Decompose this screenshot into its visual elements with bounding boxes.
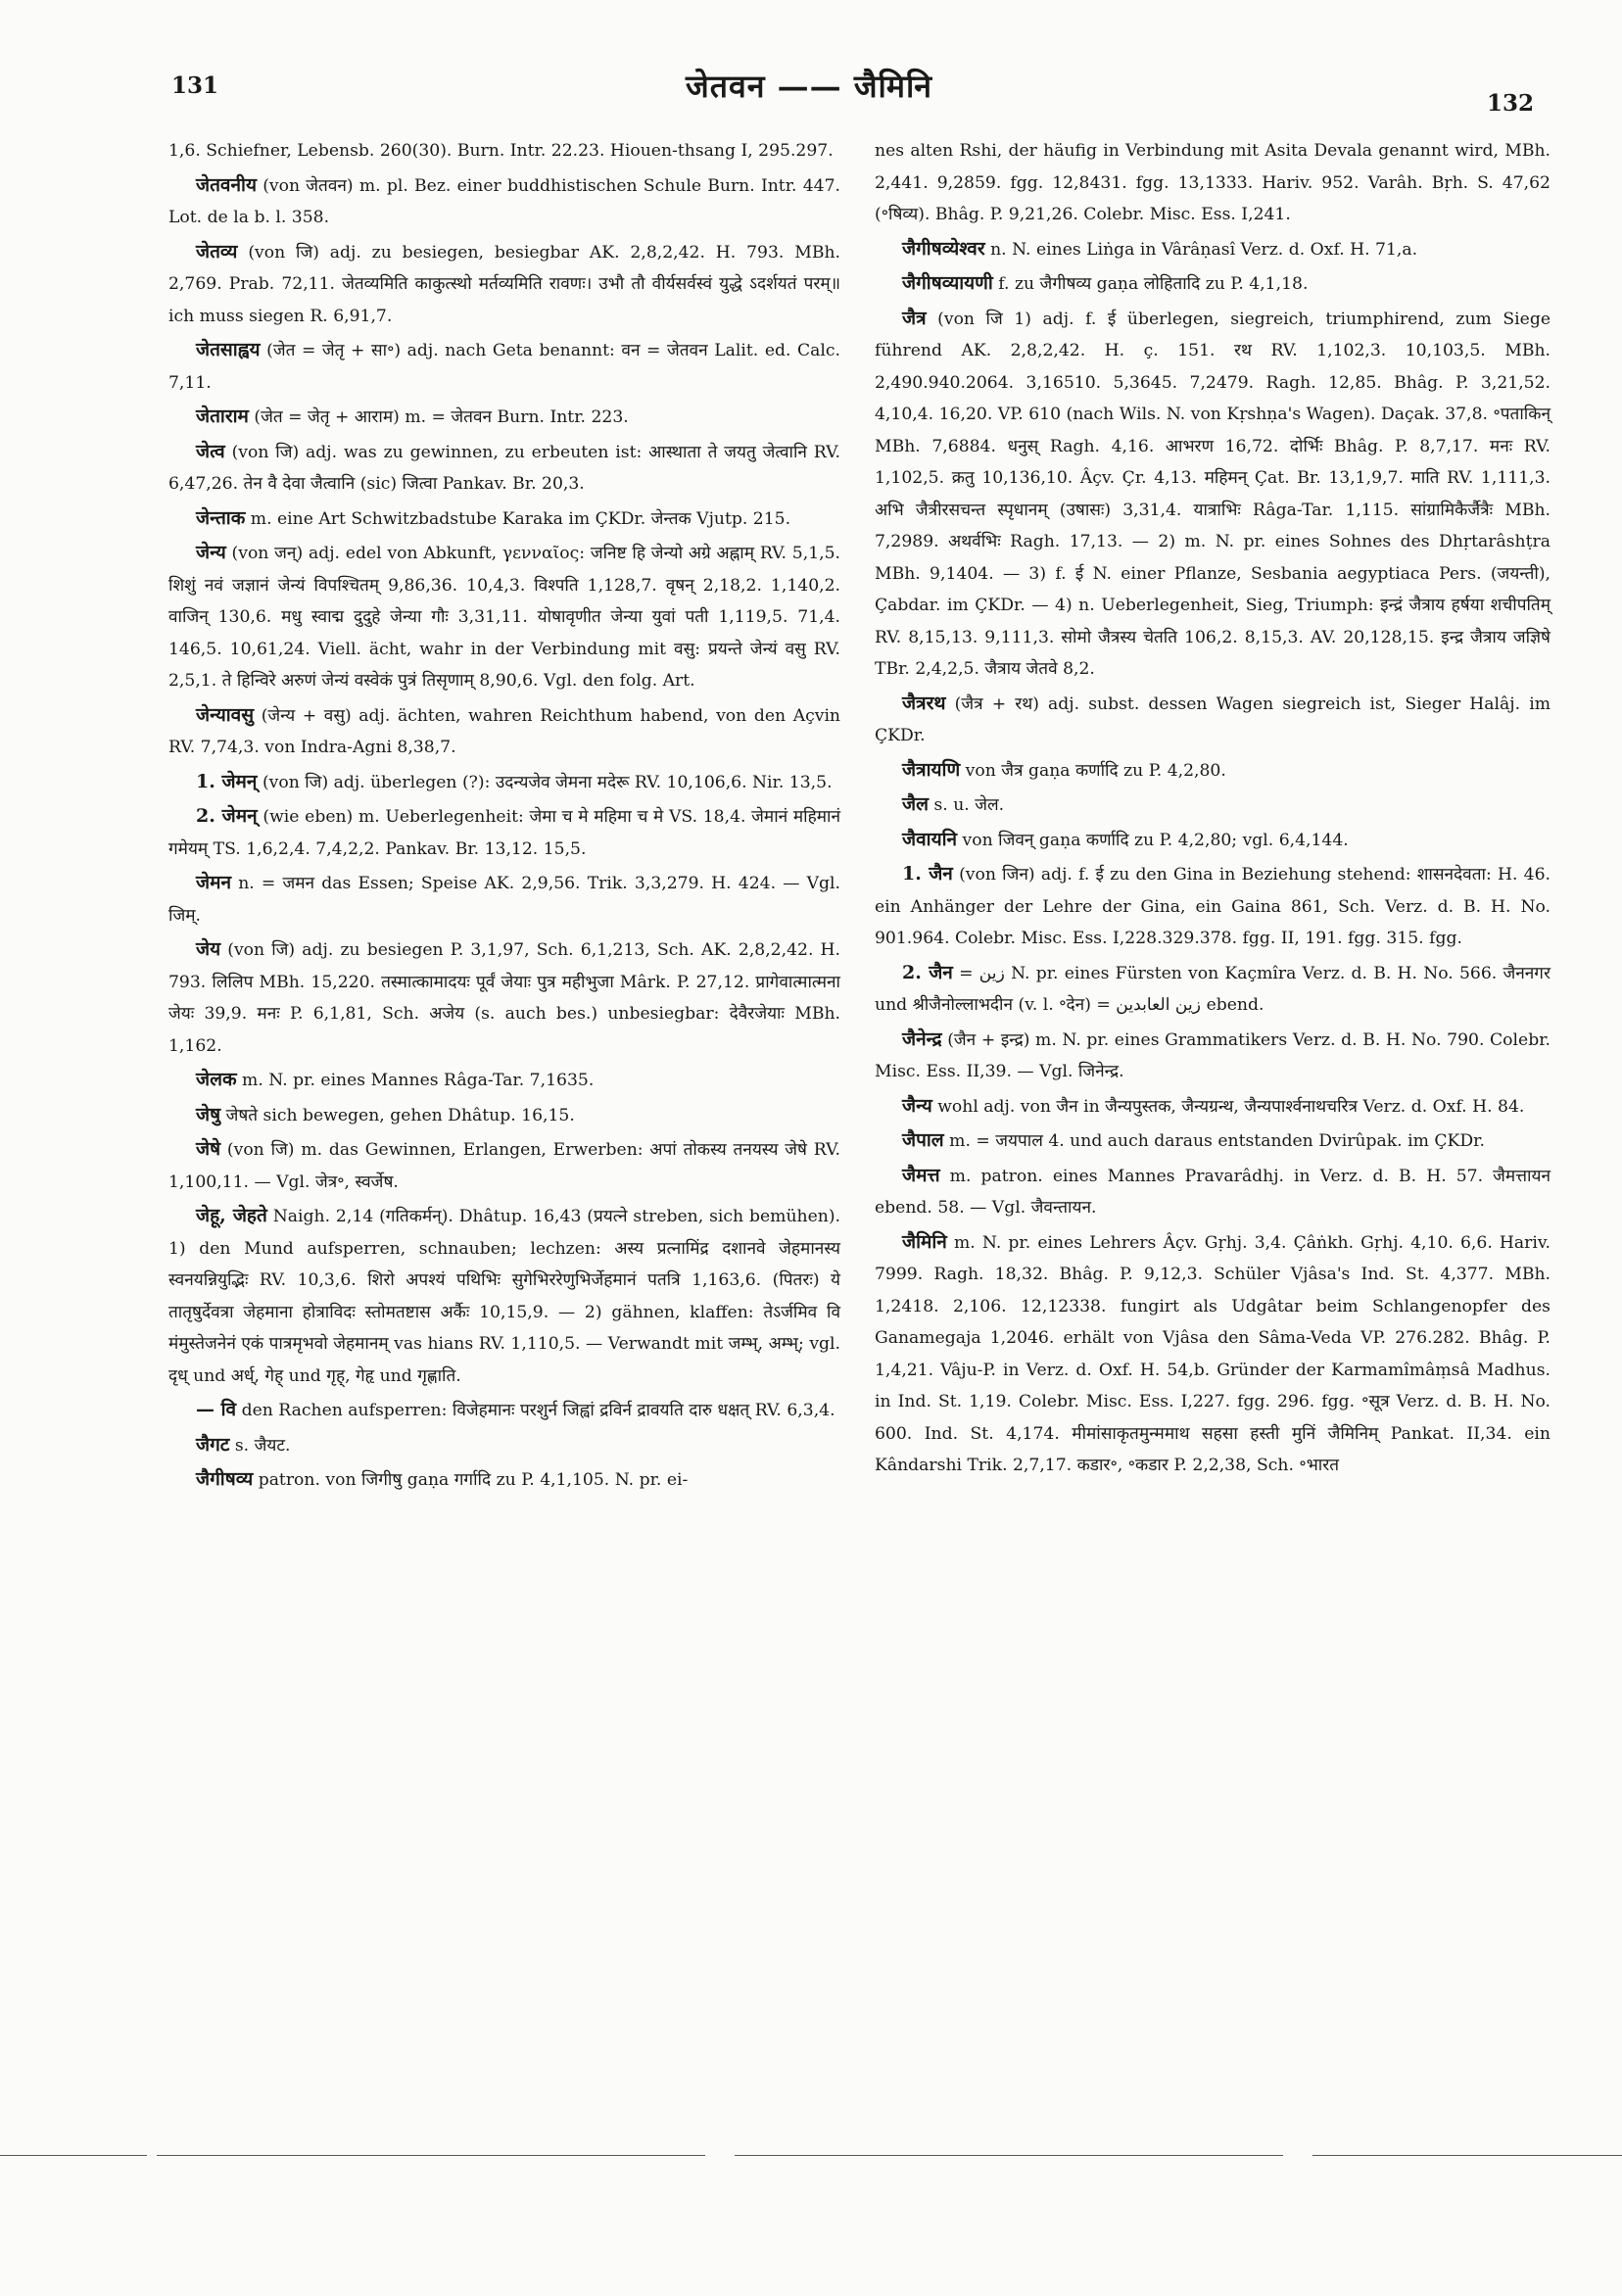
dictionary-entry <box>168 169 840 234</box>
entry-headword: 2. जैन <box>902 961 953 983</box>
entry-text: m. = जयपाल 4. und auch daraus entstanden Dvirûpak. im ÇKDr. <box>949 1131 1485 1151</box>
entry-text: m. N. pr. eines Mannes Râga-Tar. 7,1635. <box>242 1071 595 1090</box>
dictionary-entry <box>168 334 840 399</box>
entry-text: (जैन + इन्द्र) m. N. pr. eines Grammatikers Verz. d. B. H. No. 790. Colebr. Misc. Ess. II,39. — Vgl. जिनेन्द्र. <box>875 1029 1550 1081</box>
entry-headword: जेषु <box>196 1103 221 1125</box>
entry-headword: जेमन <box>196 872 232 893</box>
scan-rule <box>1312 2155 1622 2156</box>
entry-text: (जेत = जेतृ + सा॰) adj. nach Geta benannt: वन = जेतवन Lalit. ed. Calc. 7,11. <box>168 341 841 393</box>
entry-text: nes alten Rshi, der häufig in Verbindung mit Asita Devala genannt wird, MBh. 2,441. 9,2859. fgg. 12,8431. fgg. 13,1333. Hariv. 952. Varâh. Bṛh. S. 47,62 (॰षिव्य). Bhâg. P. 9,21,26. Colebr. Misc. Ess. I,241. <box>875 141 1550 224</box>
dictionary-entry <box>168 766 840 799</box>
entry-text: Naigh. 2,14 (गतिकर्मन्). Dhâtup. 16,43 (प्रयत्ने streben, sich bemühen). 1) den Mund aufsperren, schnauben; lechzen: अस्य प्रत्नामिंद्र दशानवे जेहमानस्य स्वनयन्नियुद्भिः RV. 10,3,6. शिरो अपश्यं पथिभिः सुगेभिररेणुभिर्जेहमानं पतत्रि 1,163,6. (पितरः) ये तातृषुर्देवत्रा जेहमाना होत्राविदः स्तोमतष्टास अर्कैः 10,15,9. — 2) gähnen, klaffen: तेऽर्जमिव वि मंमुस्तेजनेनं एकं पात्रमृभवो जेहमानम् vas hians RV. 1,110,5. — Verwandt mit जम्भ्, अम्भ्; vgl. दृध् und अर्ध्, गेह् und गृह्, गेहृ und गृह्णाति. <box>168 1207 841 1386</box>
entry-headword: जैनेन्द्र <box>902 1028 942 1050</box>
entry-headword: जैल <box>902 793 929 815</box>
dictionary-entry <box>168 1200 840 1392</box>
entry-text: n. N. eines Liṅga in Vârâṇasî Verz. d. Oxf. H. 71,a. <box>990 239 1418 260</box>
entry-text: f. zu जैगीषव्य gaṇa लोहितादि zu P. 4,1,18. <box>998 274 1309 294</box>
entry-headword: जैगीषव्यायणी <box>902 272 993 294</box>
dictionary-entry <box>168 1099 840 1132</box>
dictionary-entry <box>168 401 840 434</box>
entry-headword: जेहू, जेहते <box>196 1205 267 1226</box>
entry-headword: जैमिनि <box>902 1230 947 1253</box>
entry-text: = زين N. pr. eines Fürsten von Kaçmîra Verz. d. B. H. No. 566. जैननगर und श्रीजैनोल्लाभदीन (v. l. ॰देन) = زين العابدين ebend. <box>875 963 1550 1015</box>
dictionary-entry <box>168 1429 840 1462</box>
dictionary-entry <box>168 1394 840 1427</box>
dictionary-entry <box>875 267 1550 301</box>
page-number-right: 132 <box>1487 90 1535 117</box>
dictionary-entry <box>168 699 840 764</box>
entry-headword: — वि <box>196 1399 237 1420</box>
dictionary-entry <box>168 436 840 501</box>
entry-text: m. N. pr. eines Lehrers Âçv. Gṛhj. 3,4. Çâṅkh. Gṛhj. 4,10. 6,6. Hariv. 7999. Ragh. 18,32. Bhâg. P. 9,12,3. Schüler Vjâsa's Ind. St. 4,377. MBh. 1,2418. 2,106. 12,12338. fungirt als Udgâtar beim Schlangenopfer des Ganamegaja 1,2046. erhält von Vjâsa den Sâma-Veda VP. 276.282. Bhâg. P. 1,4,21. Vâju-P. in Verz. d. Oxf. H. 54,b. Gründer der Karmamîmâṃsâ Madhus. in Ind. St. 1,19. Colebr. Misc. Ess. I,227. fgg. 296. fgg. ॰सूत्र Verz. d. B. H. No. 600. Ind. St. 4,174. मीमांसाकृतमुन्ममाथ सहसा हस्ती मुनिं जैमिनिम् Pankat. II,34. ein Kândarshi Trik. 2,7,17. कडार॰, ॰कडार P. 2,2,38, Sch. ॰भारत <box>875 1232 1550 1475</box>
entry-headword: जैगीषव्येश्वर <box>902 237 985 260</box>
entry-text: (von जि) adj. zu besiegen P. 3,1,97, Sch. 6,1,213, Sch. AK. 2,8,2,42. H. 793. लिलिप MBh. 15,220. तस्मात्कामादयः पूर्वं जेयाः पुत्र महीभुजा Mârk. P. 27,12. प्रागेवात्मात्मना जेयः 39,9. मनः P. 6,1,81, Sch. अजेय (s. auch bes.) unbesiegbar: देवैरजेयाः MBh. 1,162. <box>168 940 840 1056</box>
dictionary-entry <box>168 867 840 932</box>
dictionary-entry <box>875 1124 1550 1158</box>
entry-text: s. जैयट. <box>234 1435 291 1456</box>
entry-headword: जेन्य <box>196 542 226 563</box>
dictionary-entry <box>875 1160 1550 1224</box>
dictionary-entry <box>168 1064 840 1097</box>
entry-text: s. u. जेल. <box>933 795 1005 815</box>
entry-headword: जैत्र <box>902 307 927 329</box>
entry-text: (जेत = जेतृ + आराम) m. = जेतवन Burn. Intr. 223. <box>254 407 629 427</box>
entry-headword: जैपाल <box>902 1129 944 1151</box>
entry-headword: जैगट <box>196 1433 230 1456</box>
running-header: जेतवन —— जैमिनि <box>686 68 933 105</box>
entry-headword: 1. जेमन् <box>196 770 258 792</box>
entry-headword: जैगीषव्य <box>196 1468 254 1490</box>
entry-text: (von जि) adj. zu besiegen, besiegbar AK. 2,8,2,42. H. 793. MBh. 2,769. Prab. 72,11. जेतव्यमिति काकुत्स्थो मर्तव्यमिति रावणः। उभौ तौ वीर्यसर्वस्वं युद्धे ऽदर्शयतं परम्॥ ich muss siegen R. 6,91,7. <box>168 242 840 326</box>
entry-text: (von जि) m. das Gewinnen, Erlangen, Erwerben: अपां तोकस्य तनयस्य जेषे RV. 1,100,11. — Vgl. जेत्र॰, स्वर्जेष. <box>168 1140 840 1192</box>
dictionary-entry <box>875 858 1550 955</box>
entry-headword: जैत्रायणि <box>902 758 961 781</box>
scan-rule <box>735 2155 1283 2156</box>
entry-headword: जेन्ताक <box>196 506 246 529</box>
dictionary-entry <box>875 824 1550 857</box>
dictionary-entry <box>168 933 840 1062</box>
entry-headword: 2. जेमन् <box>196 805 258 827</box>
entry-text: (wie eben) m. Ueberlegenheit: जेमा च मे महिमा च मे VS. 18,4. जेमानं महिमानं गमेयम् TS. 1,6,2,4. 7,4,2,2. Pankav. Br. 13,12. 15,5. <box>168 807 840 859</box>
entry-headword: जैमत्त <box>902 1164 940 1186</box>
entry-text: von जैत्र gaṇa कर्णादि zu P. 4,2,80. <box>965 760 1226 781</box>
dictionary-entry <box>168 537 840 697</box>
entry-text: जेषते sich bewegen, gehen Dhâtup. 16,15. <box>225 1105 575 1125</box>
dictionary-entry <box>168 1133 840 1198</box>
dictionary-entry <box>168 135 840 167</box>
dictionary-entry <box>168 502 840 536</box>
entry-text: (von जि 1) adj. f. ई überlegen, siegreich, triumphirend, zum Siege führend AK. 2,8,2,42. H. ç. 151. रथ RV. 1,102,3. 10,103,5. MBh. 2,490.940.2064. 3,16510. 5,3645. 7,2479. Ragh. 12,85. Bhâg. P. 3,21,52. 4,10,4. 16,20. VP. 610 (nach Wils. N. von Kṛshṇa's Wagen). Daçak. 37,8. ॰पताकिन् MBh. 7,6884. धनुस् Ragh. 4,16. आभरण 16,72. दोर्भिः Bhâg. P. 8,7,17. मनः RV. 1,102,5. क्रतु 10,136,10. Âçv. Çr. 4,13. महिमन् Çat. Br. 13,1,9,7. माति RV. 1,111,3. अभि जैत्रीरसचन्त स्पृधानम् (उषासः) 3,31,4. यात्राभिः Râga-Tar. 1,115. सांग्रामिकैर्जैत्रैः MBh. 7,2989. अथर्वभिः Ragh. 17,13. — 2) m. N. pr. eines Sohnes des Dhṛtarâshṭra MBh. 9,1404. — 3) f. ई N. einer Pflanze, Sesbania aegyptiaca Pers. (जयन्ती), Çabdar. im ÇKDr. — 4) n. Ueberlegenheit, Sieg, Triumph: इन्द्रं जैत्राय हर्षया शचीपतिम् RV. 8,15,13. 9,111,3. सोमो जैत्रस्य चेतति 106,2. 8,15,3. AV. 20,128,15. इन्द्र जैत्राय जज्ञिषे TBr. 2,4,2,5. जैत्राय जेतवे 8,2. <box>875 309 1550 679</box>
entry-headword: जेन्यावसु <box>196 703 255 726</box>
entry-headword: जेतवनीय <box>196 173 257 196</box>
entry-text: den Rachen aufsperren: विजेहमानः परशुर्न जिह्वां द्रविर्न द्रावयति दारु धक्षत् RV. 6,3,4. <box>241 1401 835 1420</box>
entry-headword: 1. जैन <box>902 863 953 885</box>
dictionary-entry <box>875 1024 1550 1088</box>
entry-headword: जेताराम <box>196 406 249 427</box>
entry-headword: जेतसाह्वय <box>196 339 261 360</box>
right-column <box>875 135 1550 1484</box>
entry-headword: जेय <box>196 938 221 960</box>
entry-text: (von जि) adj. was zu gewinnen, zu erbeuten ist: आस्थाता ते जयतु जेत्वानि RV. 6,47,26. तेन वै देवा जैत्वानि (sic) जित्वा Pankav. Br. 20,3. <box>168 442 840 494</box>
entry-text: von जिवन् gaṇa कर्णादि zu P. 4,2,80; vgl. 6,4,144. <box>962 830 1349 850</box>
entry-text: (जैत्र + रथ) adj. subst. dessen Wagen siegreich ist, Sieger Halâj. im ÇKDr. <box>875 694 1550 745</box>
dictionary-entry <box>875 233 1550 266</box>
entry-text: n. = जमन das Essen; Speise AK. 2,9,56. Trik. 3,3,279. H. 424. — Vgl. जिम्. <box>168 874 840 926</box>
dictionary-entry <box>875 789 1550 822</box>
entry-text: (जेन्य + वसु) adj. ächten, wahren Reichthum habend, von den Açvin RV. 7,74,3. von Indra-Agni 8,38,7. <box>168 705 841 757</box>
dictionary-entry <box>168 800 840 865</box>
left-column <box>168 135 840 1499</box>
entry-text: m. eine Art Schwitzbadstube Karaka im ÇKDr. जेन्तक Vjutp. 215. <box>250 508 791 529</box>
entry-text: (von जिन) adj. f. ई zu den Gina in Beziehung stehend: शासनदेवता: H. 46. ein Anhänger der Lehre der Gina, ein Gaina 861, Sch. Verz. d. B. H. No. 901.964. Colebr. Misc. Ess. I,228.329.378. fgg. II, 191. fgg. 315. fgg. <box>875 865 1551 948</box>
entry-text: (von जन्) adj. edel von Abkunft, γενναῖος: जनिष्ट हि जेन्यो अग्रे अह्नाम् RV. 5,1,5. शिशुं नवं जज्ञानं जेन्यं विपश्चितम् 9,86,36. 10,4,3. विश्पति 1,128,7. वृषन् 2,18,2. 1,140,2. वाजिन् 130,6. मधु स्वाद्म दुदुहे जेन्या गौः 3,31,11. योषावृणीत जेन्या युवां पती 1,119,5. 71,4. 146,5. 10,61,24. Viell. ächt, wahr in der Verbindung mit वसु: प्रयन्ते जेन्यं वसु RV. 2,5,1. ते हिन्विरे अरुणं जेन्यं वस्वेकं पुत्रं तिसृणाम् 8,90,6. Vgl. den folg. Art. <box>168 544 841 691</box>
entry-headword: जेषे <box>196 1138 221 1160</box>
dictionary-entry <box>875 957 1550 1022</box>
entry-headword: जैवायनि <box>902 828 958 850</box>
dictionary-entry <box>168 236 840 333</box>
dictionary-entry <box>168 1463 840 1497</box>
dictionary-entry <box>875 303 1550 686</box>
entry-headword: जेलक <box>196 1069 237 1090</box>
dictionary-entry <box>875 754 1550 788</box>
entry-text: 1,6. Schiefner, Lebensb. 260(30). Burn. Intr. 22.23. Hiouen-thsang I, 295.297. <box>168 141 834 161</box>
dictionary-entry <box>875 1226 1550 1482</box>
entry-headword: जैन्य <box>902 1094 932 1117</box>
entry-text: patron. von जिगीषु gaṇa गर्गादि zu P. 4,1,105. N. pr. ei- <box>258 1470 689 1490</box>
scan-rule <box>157 2155 705 2156</box>
dictionary-entry <box>875 135 1550 231</box>
entry-text: (von जि) adj. überlegen (?): उदन्यजेव जेमना मदेरू RV. 10,106,6. Nir. 13,5. <box>262 772 833 792</box>
page-number-left: 131 <box>171 72 219 99</box>
entry-text: wohl adj. von जैन in जैन्यपुस्तक, जैन्यग्रन्थ, जैन्यपार्श्वनाथचरित्र Verz. d. Oxf. H. 84. <box>937 1096 1525 1117</box>
scan-rule <box>0 2155 147 2156</box>
dictionary-entry <box>875 1090 1550 1124</box>
entry-text: m. patron. eines Mannes Pravarâdhj. in Verz. d. B. H. 57. जैमत्तायन ebend. 58. — Vgl. जैवन्तायन. <box>875 1166 1550 1218</box>
entry-headword: जेतव्य <box>196 240 238 263</box>
entry-headword: जेत्व <box>196 440 225 462</box>
dictionary-entry <box>875 688 1550 752</box>
entry-headword: जैत्ररथ <box>902 692 946 714</box>
entry-text: (von जेतवन) m. pl. Bez. einer buddhistischen Schule Burn. Intr. 447. Lot. de la b. l. 358. <box>168 175 840 227</box>
